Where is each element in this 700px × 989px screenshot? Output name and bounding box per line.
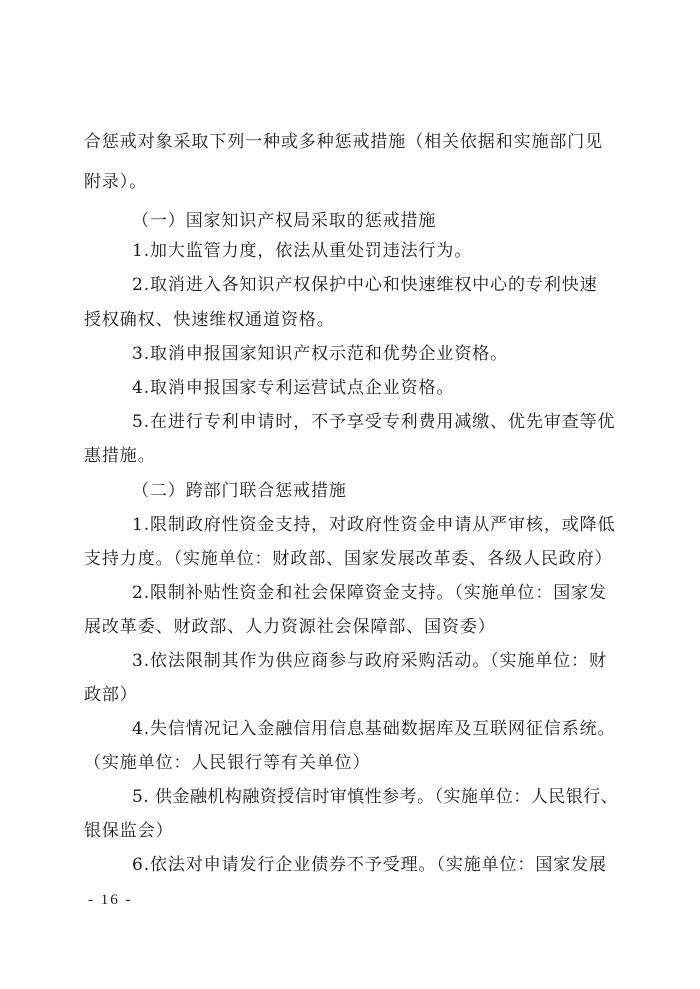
section-heading: （二）跨部门联合惩戒措施 (132, 481, 347, 501)
list-item: 5.在进行专利申请时，不予享受专利费用减缴、优先审查等优 (132, 412, 616, 432)
text-line: 合惩戒对象采取下列一种或多种惩戒措施（相关依据和实施部门见 (84, 132, 604, 152)
text-line: 展改革委、财政部、人力资源社会保障部、国资委） (84, 617, 496, 637)
list-item: 4.失信情况记入金融信用信息基础数据库及互联网征信系统。 (132, 719, 616, 739)
list-item: 3.依法限制其作为供应商参与政府采购活动。（实施单位：财 (132, 651, 607, 671)
list-item: 1.限制政府性资金支持，对政府性资金申请从严审核，或降低 (132, 515, 616, 535)
list-item: 4.取消申报国家专利运营试点企业资格。 (132, 378, 455, 398)
text-line: 附录）。 (84, 172, 148, 192)
text-line: （实施单位：人民银行等有关单位） (84, 753, 371, 773)
text-line: 授权确权、快速维权通道资格。 (84, 310, 335, 330)
list-item: 2.取消进入各知识产权保护中心和快速维权中心的专利快速 (132, 275, 598, 295)
list-item: 6.依法对申请发行企业债券不予受理。（实施单位：国家发展 (132, 855, 607, 875)
list-item: 3.取消申报国家知识产权示范和优势企业资格。 (132, 344, 509, 364)
text-line: 支持力度。（实施单位：财政部、国家发展改革委、各级人民政府） (84, 549, 613, 569)
text-line: 政部） (84, 685, 138, 705)
text-line: 银保监会） (84, 821, 174, 841)
list-item: 1.加大监管力度，依法从重处罚违法行为。 (132, 241, 473, 261)
page-number: - 16 - (88, 892, 133, 908)
list-item: 2.限制补贴性资金和社会保障资金支持。（实施单位：国家发 (132, 583, 607, 603)
list-item: 5. 供金融机构融资授信时审慎性参考。（实施单位：人民银行、 (132, 787, 619, 807)
text-line: 惠措施。 (84, 446, 156, 466)
section-heading: （一）国家知识产权局采取的惩戒措施 (132, 211, 437, 231)
